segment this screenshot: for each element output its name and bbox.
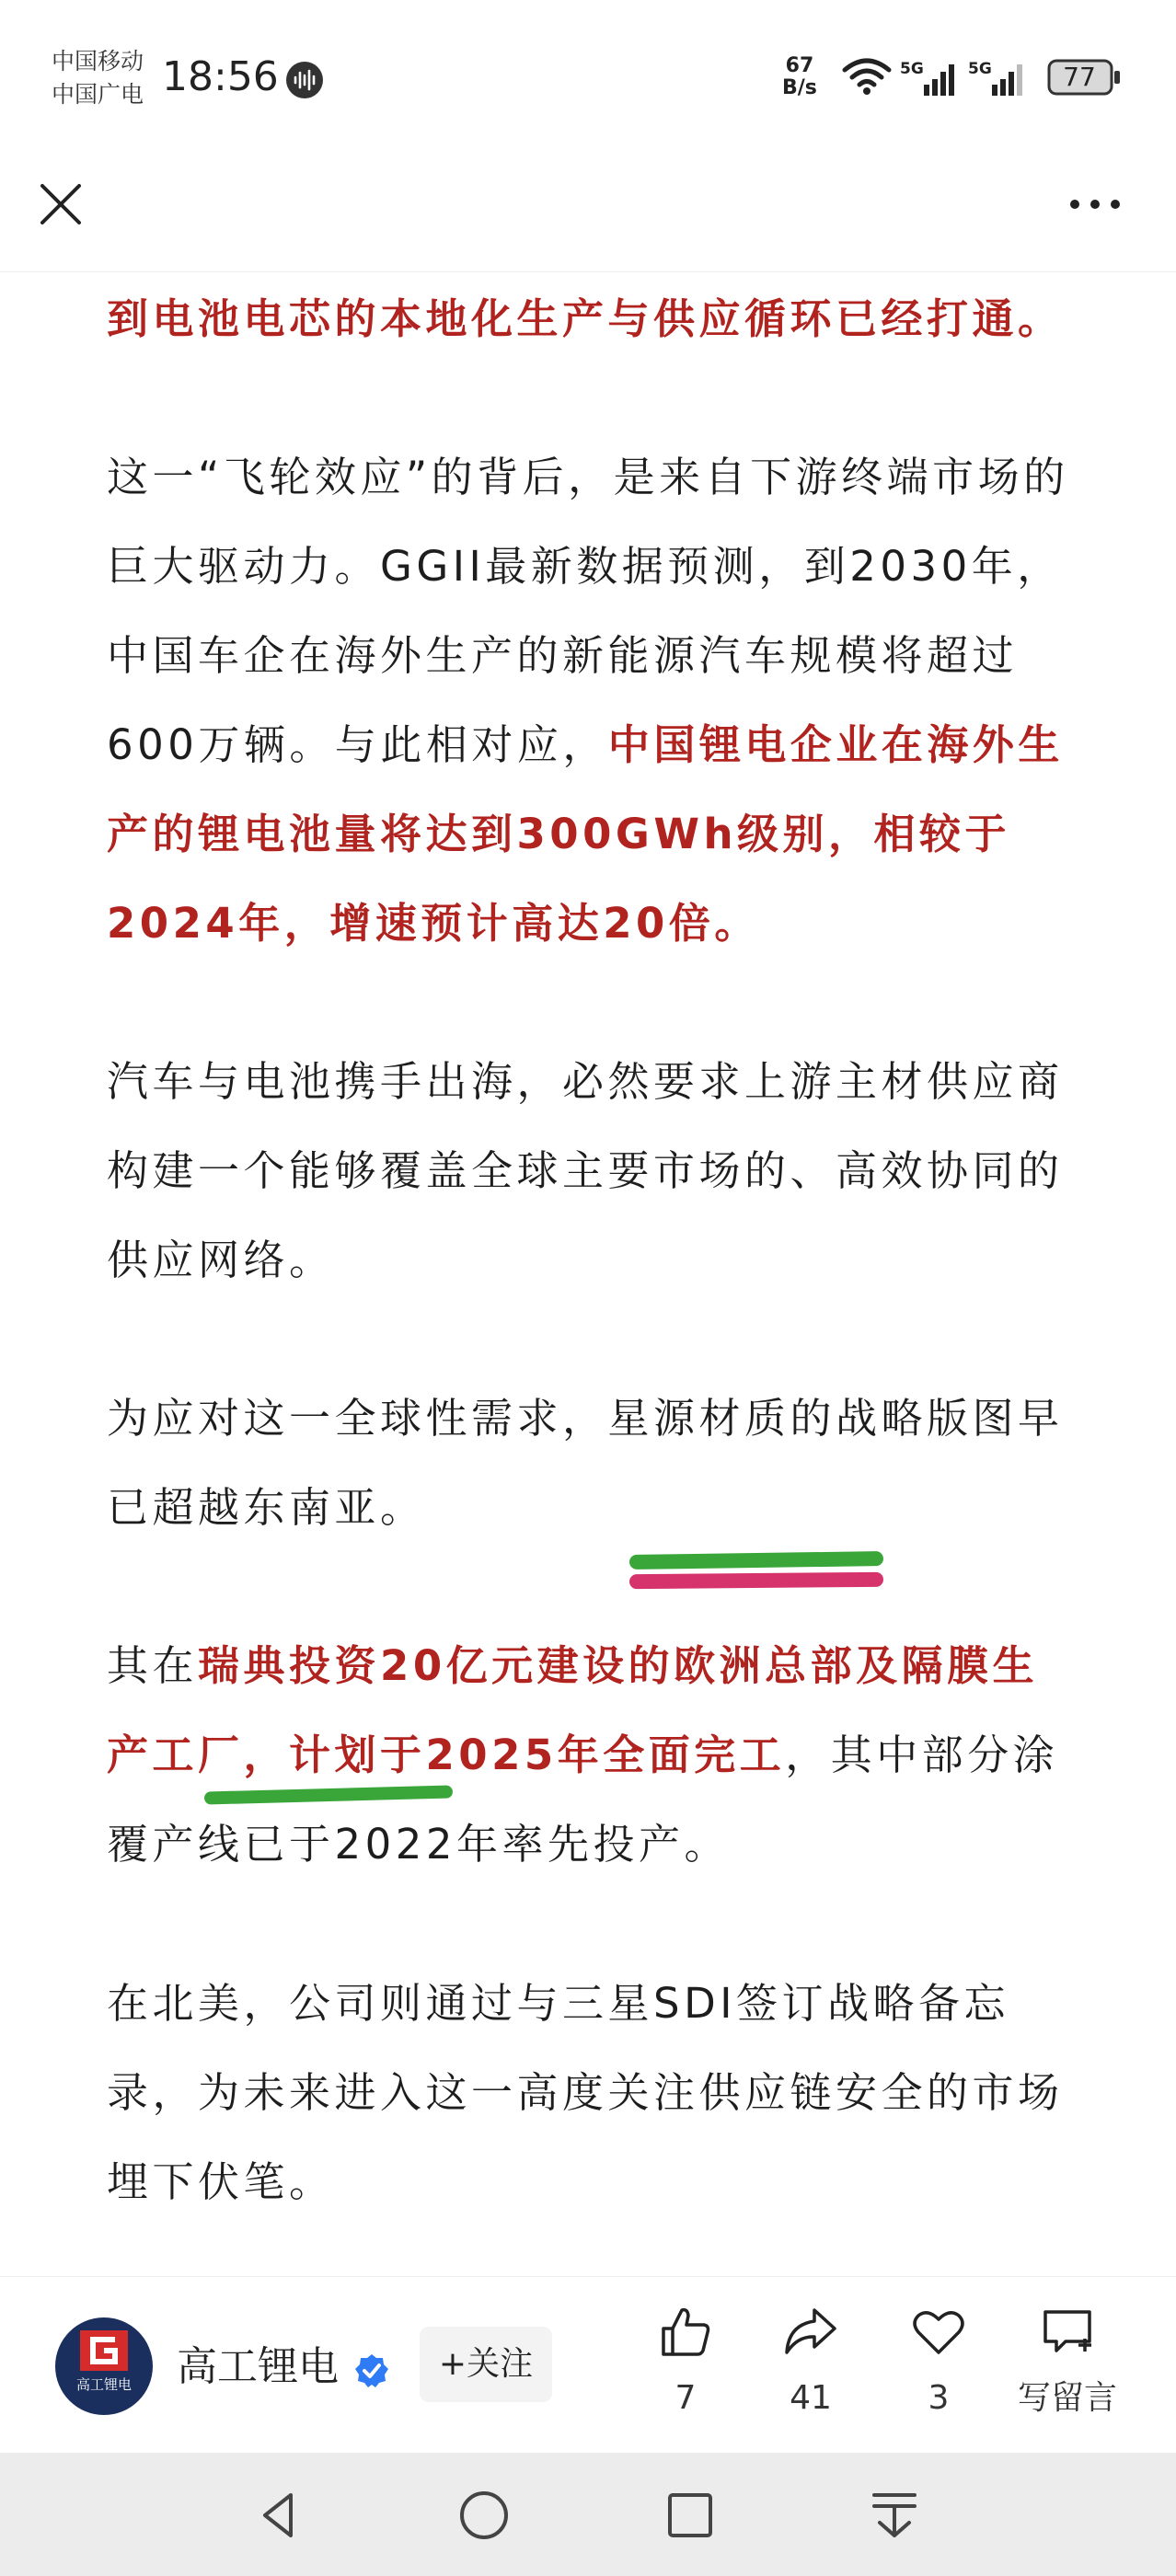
heart-icon	[909, 2303, 968, 2362]
signal-icon	[968, 57, 1032, 99]
share-button[interactable]	[760, 2303, 861, 2417]
comment-icon	[1038, 2303, 1097, 2362]
paragraph-text: 这一“飞轮效应”的背后，是来自下游终端市场的巨大驱动力。GGII最新数据预测，到2030年，中国车企在海外生产的新能源汽车规模将超过600万辆。与此相对应，	[107, 453, 1069, 769]
verified-icon	[353, 2352, 390, 2389]
highlight-text: 中国锂电企业在海外生产的锂电池量将达到300GWh级别，相较于2024年，增速预计高达20倍。	[107, 720, 1064, 948]
highlight-text: 瑞典投资20亿元建设的欧洲总部及隔膜生产工厂，计划于2025年全面完工	[107, 1641, 1039, 1779]
share-count: 41	[790, 2379, 832, 2417]
paragraph-2	[107, 432, 1071, 968]
network-speed	[782, 55, 817, 99]
more-icon[interactable]	[1058, 177, 1132, 232]
pink-underline-stroke	[629, 1572, 883, 1589]
battery-level: 77	[1063, 62, 1096, 92]
avatar[interactable]	[55, 2317, 153, 2415]
favorite-count: 3	[928, 2379, 950, 2417]
status-bar	[0, 0, 1176, 156]
carrier-2: 中国广电	[52, 81, 144, 108]
account-name[interactable]: 高工锂电	[177, 2343, 339, 2390]
paragraph-text: ，其中部分涂覆产线已于2022年率先投产。	[107, 1731, 1059, 1869]
close-icon[interactable]	[33, 177, 88, 232]
system-navigation-bar	[0, 2453, 1176, 2576]
carrier-1: 中国移动	[52, 48, 144, 75]
paragraph-5	[107, 1621, 1071, 1889]
network-speed-unit: B/s	[782, 76, 817, 99]
home-icon[interactable]	[455, 2486, 513, 2545]
article-body	[107, 274, 1071, 2276]
paragraph-text: 其在	[107, 1641, 199, 1690]
paragraph-text: 汽车与电池携手出海，必然要求上游主材供应商构建一个能够覆盖全球主要市场的、高效协同的供应网络。	[107, 1057, 1064, 1284]
top-bar	[0, 156, 1176, 272]
voice-wave-icon	[285, 61, 324, 99]
like-button[interactable]	[635, 2303, 736, 2417]
follow-button[interactable]: +关注	[420, 2327, 552, 2402]
paragraph-6	[107, 1959, 1071, 2226]
back-icon[interactable]	[250, 2486, 309, 2545]
wifi-icon	[841, 55, 893, 96]
logo-icon	[78, 2329, 130, 2373]
paragraph-text: 为应对这一全球性需求，星源材质的战略版图早已超越东南亚。	[107, 1394, 1064, 1532]
paragraph-4	[107, 1374, 1071, 1552]
paragraph-3	[107, 1037, 1071, 1305]
favorite-button[interactable]	[888, 2303, 989, 2417]
signal-1-label: 5G	[900, 60, 924, 78]
highlight-text: 到电池电芯的本地化生产与供应循环已经打通。	[107, 294, 1064, 343]
nav-down-icon[interactable]	[865, 2486, 924, 2545]
bottom-action-bar	[0, 2276, 1176, 2454]
clock: 18:56	[162, 53, 279, 100]
share-icon	[781, 2303, 840, 2362]
comment-label: 写留言	[1017, 2379, 1117, 2417]
avatar-label: 高工锂电	[75, 2376, 132, 2393]
signal-icon	[900, 57, 964, 99]
recent-apps-icon[interactable]	[661, 2486, 720, 2545]
signal-2-label: 5G	[968, 60, 992, 78]
comment-button[interactable]	[1003, 2303, 1132, 2417]
paragraph-text: 在北美，公司则通过与三星SDI签订战略备忘录，为未来进入这一高度关注供应链安全的市场埋下伏笔。	[107, 1979, 1064, 2206]
like-count: 7	[674, 2379, 697, 2417]
thumbs-up-icon	[656, 2303, 715, 2362]
paragraph-1	[107, 274, 1071, 363]
network-speed-value: 67	[785, 54, 814, 77]
